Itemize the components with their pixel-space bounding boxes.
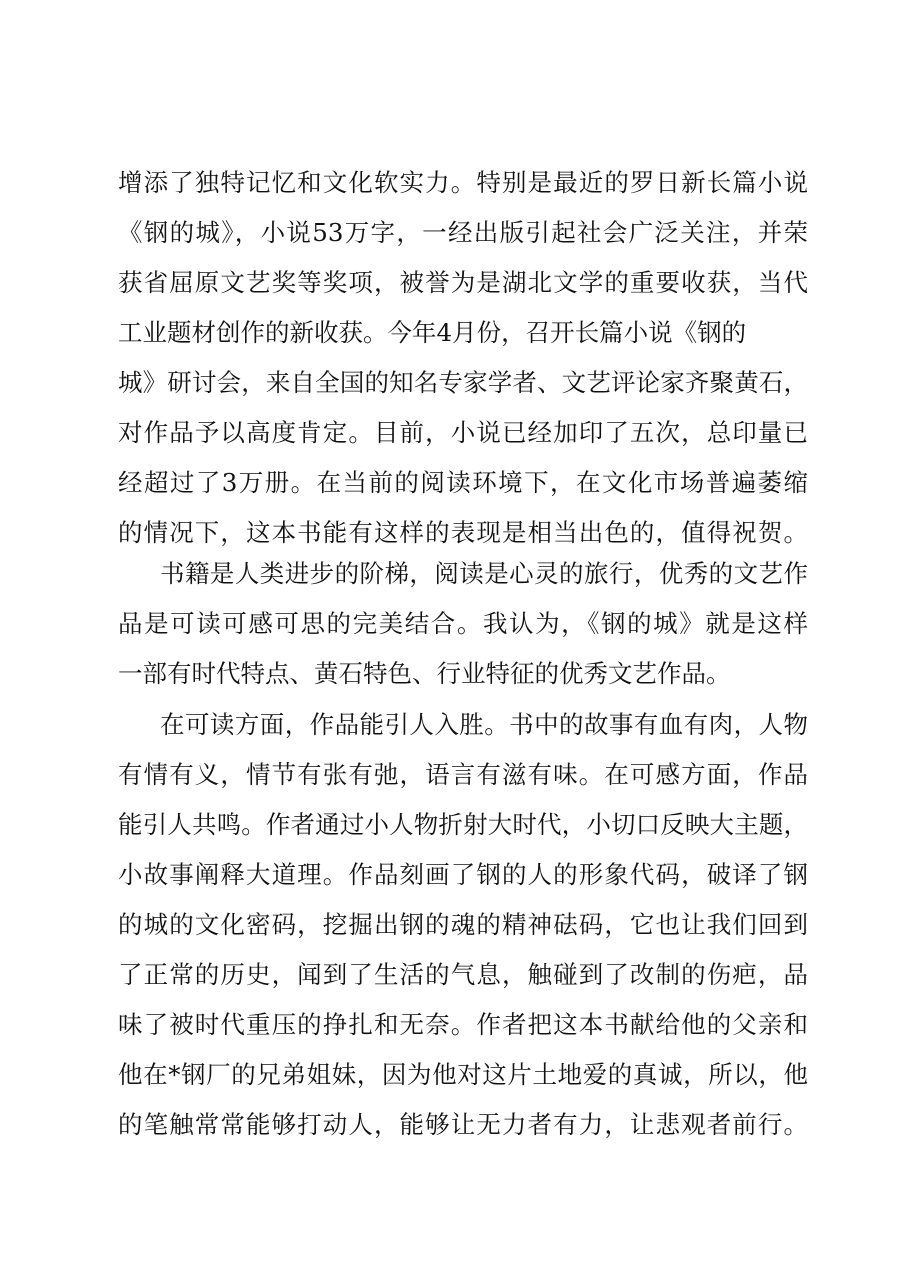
text-line: 对作品予以高度肯定。目前，小说已经加印了五次，总印量已 <box>118 418 808 447</box>
text-line: 小故事阐释大道理。作品刻画了钢的人的形象代码，破译了钢 <box>118 860 808 889</box>
text-line: 了正常的历史，闻到了生活的气息，触碰到了改制的伤疤，品 <box>118 960 808 989</box>
text-line: 城》研讨会，来自全国的知名专家学者、文艺评论家齐聚黄石， <box>118 368 808 397</box>
text-line: 在可读方面，作品能引人入胜。书中的故事有血有肉，人物 <box>160 710 808 739</box>
text-line: 能引人共鸣。作者通过小人物折射大时代，小切口反映大主题， <box>118 810 808 839</box>
paragraph-3 <box>118 700 808 1150</box>
text-line: 的情况下，这本书能有这样的表现是相当出色的，值得祝贺。 <box>118 518 808 547</box>
text-line: 有情有义，情节有张有弛，语言有滋有味。在可感方面，作品 <box>118 760 808 789</box>
text-line: 味了被时代重压的挣扎和无奈。作者把这本书献给他的父亲和 <box>118 1010 808 1039</box>
text-line: 工业题材创作的新收获。今年4月份，召开长篇小说《钢的 <box>118 318 747 347</box>
text-line: 品是可读可感可思的完美结合。我认为，《钢的城》就是这样 <box>118 609 808 638</box>
text-line: 增添了独特记忆和文化软实力。特别是最近的罗日新长篇小说 <box>118 168 808 197</box>
text-line: 《钢的城》，小说53万字，一经出版引起社会广泛关注，并荣 <box>118 218 808 247</box>
paragraph-1 <box>118 158 808 558</box>
paragraph-2 <box>118 549 808 699</box>
text-line: 书籍是人类进步的阶梯，阅读是心灵的旅行，优秀的文艺作 <box>160 559 808 588</box>
text-line: 获省屈原文艺奖等奖项，被誉为是湖北文学的重要收获，当代 <box>118 268 808 297</box>
text-line: 一部有时代特点、黄石特色、行业特征的优秀文艺作品。 <box>118 659 731 688</box>
text-line: 的城的文化密码，挖掘出钢的魂的精神砝码，它也让我们回到 <box>118 910 808 939</box>
text-line: 经超过了3万册。在当前的阅读环境下，在文化市场普遍萎缩 <box>118 468 808 497</box>
text-line: 的笔触常常能够打动人，能够让无力者有力，让悲观者前行。 <box>118 1110 808 1139</box>
text-line: 他在*钢厂的兄弟姐妹，因为他对这片土地爱的真诚，所以，他 <box>118 1060 808 1089</box>
